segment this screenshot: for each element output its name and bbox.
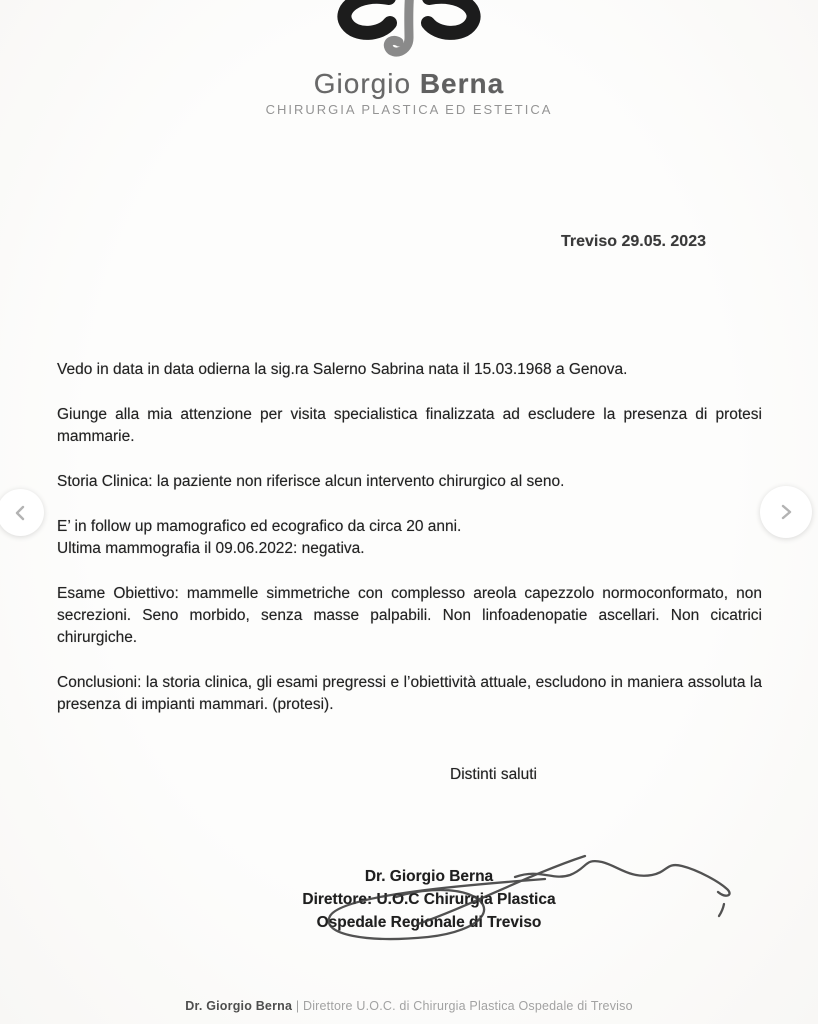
paragraph-intro: Vedo in data in data odierna la sig.ra Salerno Sabrina nata il 15.03.1968 a Genova. <box>57 361 628 378</box>
brand-first-name: Giorgio <box>313 68 412 99</box>
paragraph-follow-up <box>57 516 762 560</box>
signature-name: Dr. Giorgio Berna <box>364 868 494 885</box>
paragraph-conclusioni: Conclusioni: la storia clinica, gli esami pregressi e l’obiettività attuale, escludono in maniera assoluta la presenza di impianti mammari. (protesi). <box>57 674 762 713</box>
follow-up-line2: Ultima mammografia il 09.06.2022: negativa. <box>57 540 365 557</box>
carousel-next-button[interactable] <box>760 486 812 538</box>
chevron-right-icon <box>774 500 798 524</box>
signature-title: Direttore: U.O.C Chirurgia Plastica <box>302 890 556 908</box>
signature-hospital: Ospedale Regionale di Treviso <box>316 913 542 931</box>
brand-name <box>0 68 818 100</box>
footer-line <box>0 999 818 1013</box>
gb-monogram-logo <box>0 0 818 60</box>
follow-up-line1: E’ in follow up mamografico ed ecografico da circa 20 anni. <box>57 518 462 535</box>
brand-last-name: Berna <box>419 68 505 99</box>
letterhead <box>0 0 818 117</box>
paragraph-storia-clinica: Storia Clinica: la paziente non riferisce alcun intervento chirurgico al seno. <box>57 473 565 490</box>
letter-body <box>57 359 762 716</box>
brand-subtitle: CHIRURGIA PLASTICA ED ESTETICA <box>265 102 553 117</box>
paragraph-visit-reason: Giunge alla mia attenzione per visita specialistica finalizzata ad escludere la presenza di protesi mammarie. <box>57 406 762 445</box>
signature-block <box>20 866 818 935</box>
footer-doctor-name: Dr. Giorgio Berna <box>185 999 293 1013</box>
paragraph-esame-obiettivo: Esame Obiettivo: mammelle simmetriche con complesso areola capezzolo normoconformato, non secrezioni. Seno morbido, senza masse palpabili. Non linfoadenopatie ascellari. Non cicatrici chirurgiche. <box>57 585 762 646</box>
footer-doctor-title: | Direttore U.O.C. di Chirurgia Plastica Ospedale di Treviso <box>295 999 633 1013</box>
date-line: Treviso 29.05. 2023 <box>561 233 706 250</box>
closing-salutation: Distinti saluti <box>450 766 537 783</box>
chevron-left-icon <box>10 502 32 524</box>
